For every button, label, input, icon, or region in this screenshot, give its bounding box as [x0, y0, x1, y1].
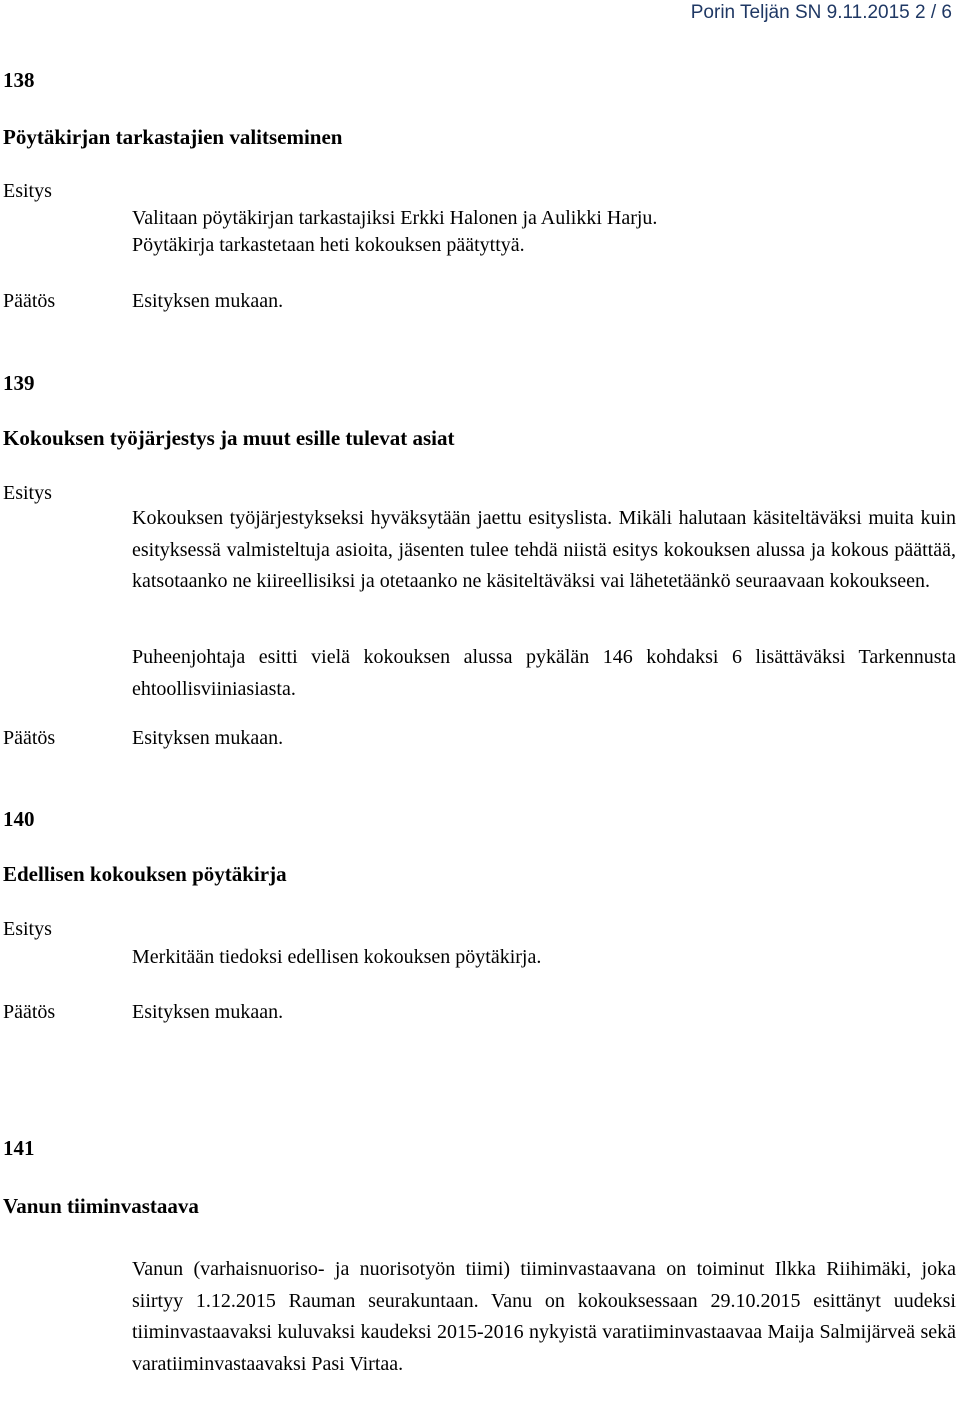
section-title: Vanun tiiminvastaava	[3, 1194, 199, 1218]
page-header: Porin Teljän SN 9.11.2015 2 / 6	[690, 2, 952, 23]
section-body: Vanun (varhaisnuoriso- ja nuorisotyön tiimi) tiiminvastaavana on toiminut Ilkka Riihimäki, joka siirtyy 1.12.2015 Rauman seurakuntaan. Vanu on kokouksessaan 29.10.2015 esittänyt uudeksi tiiminvastaavaksi kuluvaksi kaudeksi 2015-2016 nykyistä varatiiminvastaavaa Maija Salmijärveä sekä varatiiminvastaavaksi Pasi Virtaa.	[132, 1258, 956, 1375]
esitys-paragraph: Kokouksen työjärjestykseksi hyväksytään jaettu esityslista. Mikäli halutaan käsiteltäväksi muita kuin esityksessä valmisteltuja asioita, jäsenten tulee tehdä niistä esitys kokouksen alussa ja kokous päättää, katsotaanko ne kiireellisiksi ja otetaanko ne käsiteltäväksi vai lähetetäänkö seuraavaan kokoukseen.	[132, 507, 956, 592]
esitys-label: Esitys	[3, 482, 52, 504]
esitys-label: Esitys	[3, 180, 52, 202]
paatos-text: Esityksen mukaan.	[132, 1001, 284, 1023]
paatos-label: Päätös	[3, 1001, 56, 1023]
section-title: Edellisen kokouksen pöytäkirja	[3, 862, 287, 886]
section-number: 139	[3, 371, 35, 395]
paatos-label: Päätös	[3, 290, 56, 312]
paatos-label: Päätös	[3, 727, 56, 749]
section-number: 140	[3, 807, 35, 831]
esitys-text: Merkitään tiedoksi edellisen kokouksen pöytäkirja.	[132, 946, 542, 968]
esitys-text: Valitaan pöytäkirjan tarkastajiksi Erkki Halonen ja Aulikki Harju.	[132, 207, 658, 229]
esitys-text: Pöytäkirja tarkastetaan heti kokouksen päätyttyä.	[132, 234, 525, 256]
section-number: 138	[3, 68, 35, 92]
section-title: Pöytäkirjan tarkastajien valitseminen	[3, 125, 343, 149]
section-title: Kokouksen työjärjestys ja muut esille tulevat asiat	[3, 426, 455, 450]
paatos-text: Esityksen mukaan.	[132, 290, 284, 312]
paatos-text: Esityksen mukaan.	[132, 727, 284, 749]
esitys-paragraph: Puheenjohtaja esitti vielä kokouksen alussa pykälän 146 kohdaksi 6 lisättäväksi Tarkennusta ehtoollisviiniasiasta.	[132, 646, 956, 700]
section-number: 141	[3, 1136, 35, 1160]
esitys-label: Esitys	[3, 918, 52, 940]
